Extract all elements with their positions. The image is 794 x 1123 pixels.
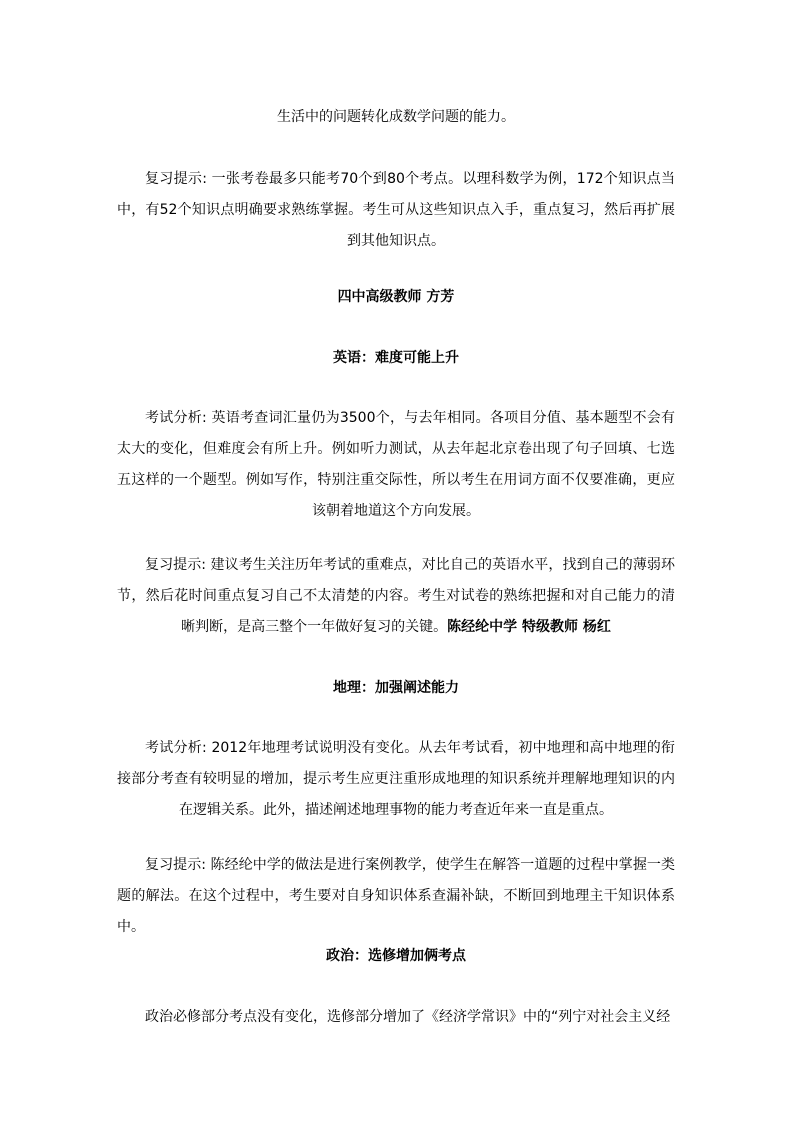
paragraph-politics-intro: 政治必修部分考点没有变化，选修部分增加了《经济学常识》中的“列宁对社会主义经: [145, 1009, 671, 1025]
section-heading-english: 英语：难度可能上升: [333, 350, 459, 366]
section-heading-geography: 地理：加强阐述能力: [333, 680, 459, 696]
paragraph-english-review-tips: [117, 550, 675, 643]
paragraph-math-ability: 生活中的问题转化成数学问题的能力。: [277, 109, 515, 125]
author-line-yang-hong: 陈经纶中学 特级教师 杨红: [447, 619, 611, 635]
author-line-fang-fang: 四中高级教师 方芳: [337, 289, 455, 305]
paragraph-english-exam-analysis: 考试分析: 英语考查词汇量仍为3500个，与去年相同。各项目分值、基本题型不会有太大的变化，但难度会有所上升。例如听力测试，从去年起北京卷出现了句子回填、七选五这样的一个题型。例如写作，特别注重交际性，所以考生在用词方面不仅要准确，更应该朝着地道这个方向发展。: [117, 410, 675, 519]
paragraph-geography-exam-analysis: 考试分析: 2012年地理考试说明没有变化。从去年考试看，初中地理和高中地理的衔接部分考查有较明显的增加，提示考生应更注重形成地理的知识系统并理解地理知识的内在逻辑关系。此外，描述阐述地理事物的能力考查近年来一直是重点。: [117, 740, 675, 818]
english-review-tips-text: 复习提示: 建议考生关注历年考试的重难点，对比自己的英语水平，找到自己的薄弱环节，然后花时间重点复习自己不太清楚的内容。考生对试卷的熟练把握和对自己能力的清晰判断，是高三整个一年做好复习的关键。: [117, 557, 675, 635]
paragraph-math-review-tips: 复习提示: 一张考卷最多只能考70个到80个考点。以理科数学为例，172个知识点当中，有52个知识点明确要求熟练掌握。考生可从这些知识点入手，重点复习，然后再扩展到其他知识点。: [117, 171, 675, 249]
section-heading-politics: 政治：选修增加俩考点: [326, 948, 466, 964]
paragraph-geography-review-tips: 复习提示: 陈经纶中学的做法是进行案例教学，使学生在解答一道题的过程中掌握一类题的解法。在这个过程中，考生要对自身知识体系查漏补缺，不断回到地理主干知识体系中。: [117, 857, 675, 935]
